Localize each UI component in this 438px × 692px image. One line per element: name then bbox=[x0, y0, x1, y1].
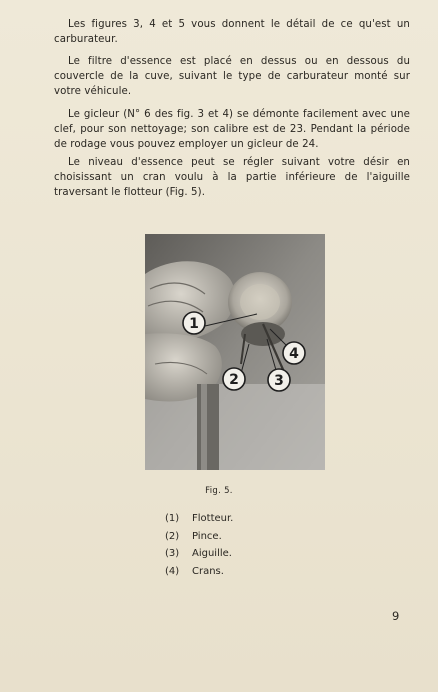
figure-legend bbox=[165, 510, 233, 580]
legend-label: Crans. bbox=[192, 565, 224, 577]
callout-1 bbox=[183, 312, 205, 334]
legend-label: Pince. bbox=[192, 530, 222, 542]
legend-number: (3) bbox=[165, 548, 180, 559]
callout-3 bbox=[268, 369, 290, 391]
svg-text:4: 4 bbox=[289, 346, 299, 362]
paragraph-text: Les figures 3, 4 et 5 vous donnent le détail de ce qu'est un carburateur. bbox=[54, 19, 410, 45]
legend-label: Flotteur. bbox=[192, 513, 234, 524]
paragraph-figures-intro bbox=[54, 17, 410, 47]
page-number: 9 bbox=[392, 609, 400, 623]
svg-text:1: 1 bbox=[189, 316, 199, 332]
paragraph-text: Le gicleur (N° 6 des fig. 3 et 4) se démonte facilement avec une clef, pour son nettoyage; son calibre est de 23. Pendant la période de rodage vous pouvez employer un gicleur de 24. bbox=[54, 109, 410, 150]
paragraph-text: Le filtre d'essence est placé en dessus ou en dessous du couvercle de la cuve, suivant le type de carburateur monté sur votre véhicule. bbox=[54, 56, 410, 97]
paragraph-fuel-level bbox=[54, 155, 410, 200]
paragraph-text: Le niveau d'essence peut se régler suivant votre désir en choisissant un cran voulu à la partie inférieure de l'aiguille traversant le flotteur (Fig. 5). bbox=[54, 157, 410, 198]
legend-number: (1) bbox=[165, 513, 180, 524]
figure-caption: Fig. 5. bbox=[205, 486, 233, 496]
callout-4 bbox=[283, 342, 305, 364]
legend-number: (4) bbox=[165, 565, 180, 577]
svg-text:2: 2 bbox=[229, 372, 239, 388]
legend-label: Aiguille. bbox=[192, 548, 232, 559]
photo-illustration bbox=[145, 234, 325, 470]
paragraph-jet bbox=[54, 107, 410, 152]
legend-item bbox=[165, 510, 233, 528]
legend-item bbox=[165, 545, 233, 563]
legend-item bbox=[165, 528, 233, 546]
paragraph-fuel-filter bbox=[54, 54, 410, 99]
callout-2 bbox=[223, 368, 245, 390]
legend-number: (2) bbox=[165, 530, 180, 542]
legend-item bbox=[165, 563, 233, 581]
figure-photo-carburettor-float bbox=[145, 234, 325, 470]
svg-text:3: 3 bbox=[274, 373, 284, 389]
